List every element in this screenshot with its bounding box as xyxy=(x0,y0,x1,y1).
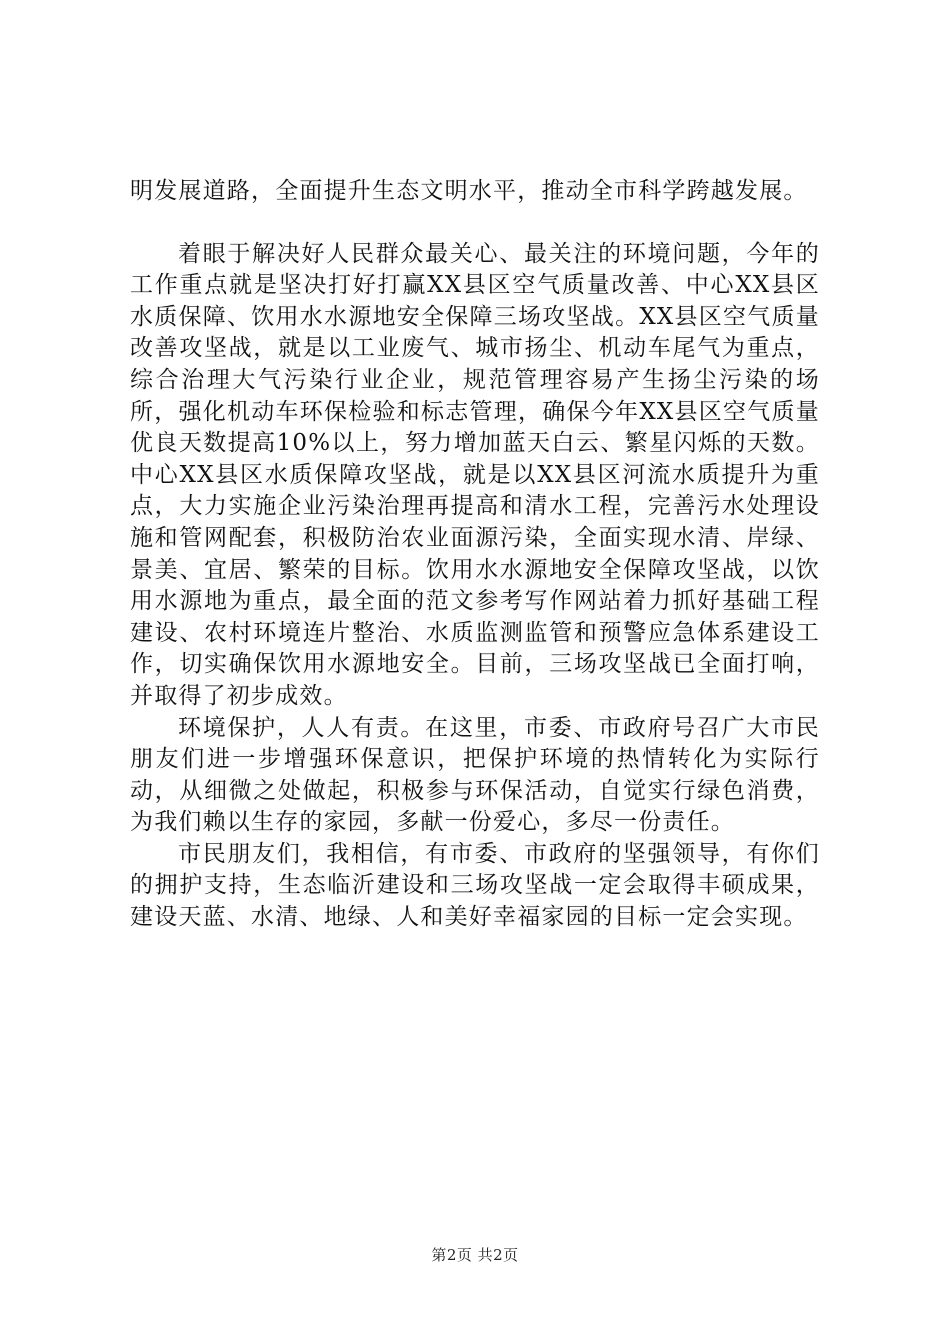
paragraph-environment-focus: 着眼于解决好人民群众最关心、最关注的环境问题，今年的工作重点就是坚决打好打赢XX县区空气质量改善、中心XX县区水质保障、饮用水水源地安全保障三场攻坚战。XX县区空气质量改善攻坚战，就是以工业废气、城市扬尘、机动车尾气为重点，综合治理大气污染行业企业，规范管理容易产生扬尘污染的场所，强化机动车环保检验和标志管理，确保今年XX县区空气质量优良天数提高10%以上，努力增加蓝天白云、繁星闪烁的天数。中心XX县区水质保障攻坚战，就是以XX县区河流水质提升为重点，大力实施企业污染治理再提高和清水工程，完善污水处理设施和管网配套，积极防治农业面源污染，全面实现水清、岸绿、景美、宜居、繁荣的目标。饮用水水源地安全保障攻坚战，以饮用水源地为重点，最全面的范文参考写作网站着力抓好基础工程建设、农村环境连片整治、水质监测监管和预警应急体系建设工作，切实确保饮用水源地安全。目前，三场攻坚战已全面打响，并取得了初步成效。 xyxy=(130,240,820,709)
paragraph-closing: 市民朋友们，我相信，有市委、市政府的坚强领导，有你们的拥护支持，生态临沂建设和三场攻坚战一定会取得丰硕成果，建设天蓝、水清、地绿、人和美好幸福家园的目标一定会实现。 xyxy=(130,840,820,931)
paragraph-spacer xyxy=(130,208,820,239)
page-footer: 第2页 共2页 xyxy=(431,1246,519,1264)
document-body xyxy=(130,176,820,934)
paragraph-environment-responsibility: 环境保护，人人有责。在这里，市委、市政府号召广大市民朋友们进一步增强环保意识，把保护环境的热情转化为实际行动，从细微之处做起，积极参与环保活动，自觉实行绿色消费，为我们赖以生存的家园，多献一份爱心，多尽一份责任。 xyxy=(130,714,820,836)
paragraph-continuation: 明发展道路，全面提升生态文明水平，推动全市科学跨越发展。 xyxy=(130,178,808,204)
